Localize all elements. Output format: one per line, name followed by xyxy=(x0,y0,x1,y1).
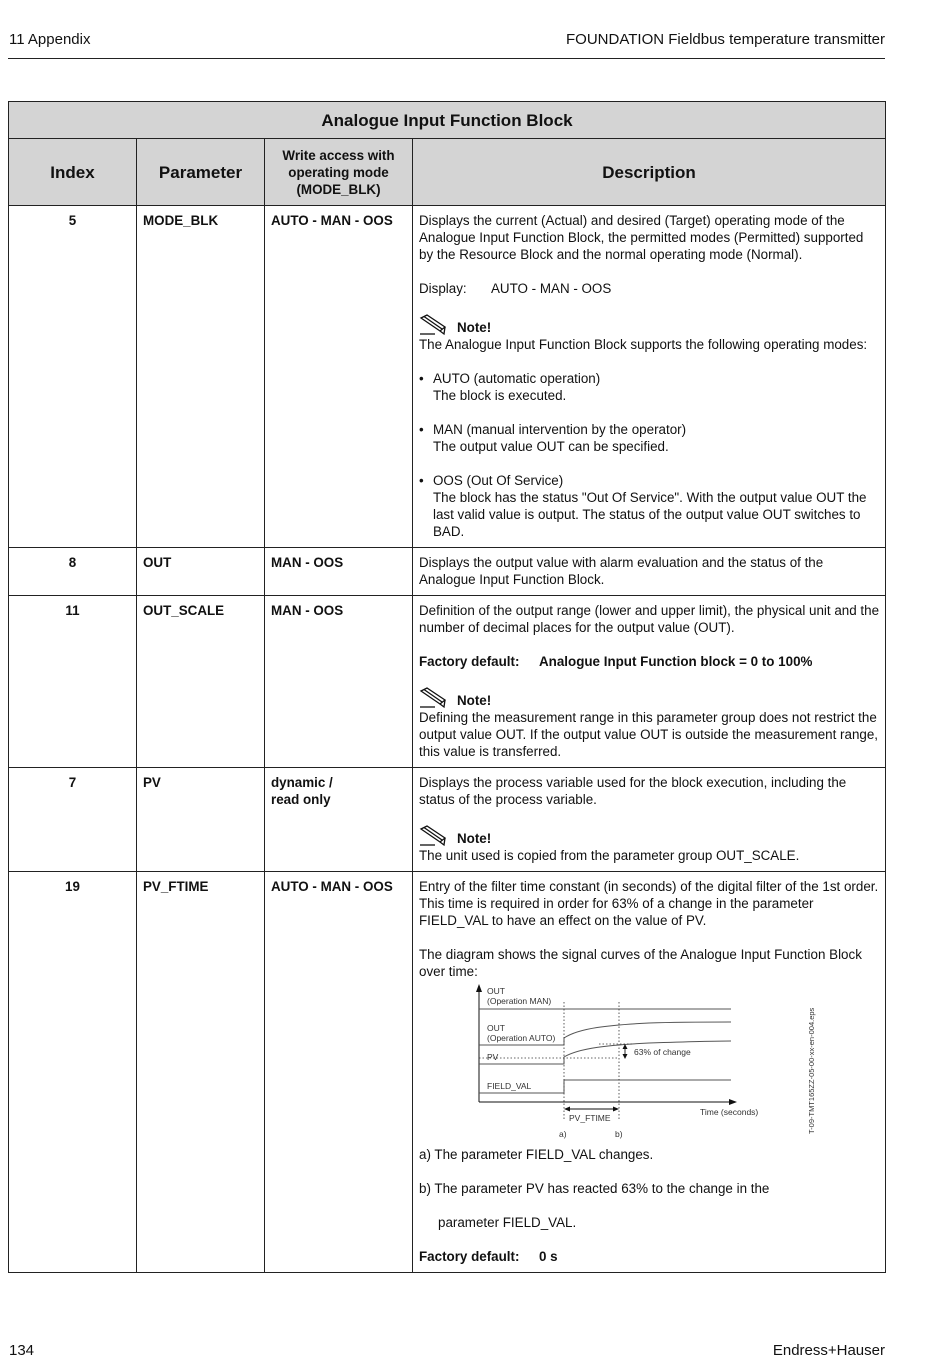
note-heading xyxy=(419,825,879,847)
row-description xyxy=(413,872,886,1273)
factory-default-value: Analogue Input Function block = 0 to 100% xyxy=(539,654,813,669)
table-title: Analogue Input Function Block xyxy=(9,102,886,139)
header-parameter: Parameter xyxy=(137,139,265,206)
label-point-b: b) xyxy=(615,1129,623,1139)
note-text: The Analogue Input Function Block supports the following operating modes: xyxy=(419,337,868,352)
list-item: • MAN (manual intervention by the operator) The output value OUT can be specified. xyxy=(419,422,687,454)
row-parameter: PV_FTIME xyxy=(137,872,265,1273)
note-label: Note! xyxy=(457,831,492,846)
row-description xyxy=(413,596,886,768)
list-item: • OOS (Out Of Service) The block has the status "Out Of Service". With the output value OUT the last valid value is output. The status of the output value OUT switches to BAD. xyxy=(419,472,879,540)
label-out-auto-2: (Operation AUTO) xyxy=(487,1033,556,1043)
pencil-note-icon xyxy=(419,314,447,336)
list-item: • AUTO (automatic operation) The block is executed. xyxy=(419,371,601,403)
brand-logo-text: Endress+Hauser xyxy=(772,1342,885,1359)
factory-default xyxy=(419,653,879,670)
factory-default-value: 0 s xyxy=(539,1249,558,1264)
factory-default xyxy=(419,1248,879,1265)
bullet-title: AUTO (automatic operation) xyxy=(433,371,601,386)
label-63-percent: 63% of change xyxy=(634,1047,691,1057)
row-parameter: OUT_SCALE xyxy=(137,596,265,768)
row-write-access: MAN - OOS xyxy=(265,548,413,596)
bullet-text: The output value OUT can be specified. xyxy=(433,439,669,454)
legend-b-continued: parameter FIELD_VAL. xyxy=(438,1215,577,1230)
table-row xyxy=(9,206,886,548)
pencil-note-icon xyxy=(419,687,447,709)
y-axis-arrow xyxy=(476,984,482,992)
signal-diagram xyxy=(419,982,859,1142)
legend-b: b) The parameter PV has reacted 63% to the change in the xyxy=(419,1181,770,1196)
note-label: Note! xyxy=(457,693,492,708)
header-index: Index xyxy=(9,139,137,206)
note-label: Note! xyxy=(457,320,492,335)
x-axis-arrow xyxy=(729,1099,737,1105)
factory-default-label: Factory default: xyxy=(419,654,520,669)
header-rule xyxy=(8,58,885,59)
row-parameter: MODE_BLK xyxy=(137,206,265,548)
display-line xyxy=(419,280,879,297)
row-description xyxy=(413,548,886,596)
description-text: Displays the process variable used for the block execution, including the status of the process variable. xyxy=(419,775,847,807)
label-out-man-2: (Operation MAN) xyxy=(487,996,552,1006)
pv-curve xyxy=(479,1041,731,1064)
description-text: Displays the current (Actual) and desired (Target) operating mode of the Analogue Input Function Block, the permitted modes (Permitted) supported by the Resource Block and the normal operating mode (Normal). xyxy=(419,213,864,262)
row-index: 5 xyxy=(9,206,137,548)
bullet-title: OOS (Out Of Service) xyxy=(433,473,564,488)
pv-ftime-arrow-right xyxy=(613,1107,619,1112)
table-row xyxy=(9,768,886,872)
label-field-val: FIELD_VAL xyxy=(487,1081,532,1091)
label-out-auto-1: OUT xyxy=(487,1023,505,1033)
row-description xyxy=(413,206,886,548)
note-text: Defining the measurement range in this parameter group does not restrict the output value OUT. If the output value OUT is outside the measurement range, this value is transferred. xyxy=(419,710,879,759)
description-text: Definition of the output range (lower and upper limit), the physical unit and the number of decimal places for the output value (OUT). xyxy=(419,603,880,635)
write-access-line-1: dynamic / xyxy=(271,775,333,790)
header-write-line-2: operating mode xyxy=(288,164,389,180)
write-access-line-2: read only xyxy=(271,792,331,807)
note-heading xyxy=(419,314,879,336)
display-label: Display: xyxy=(419,281,467,296)
factory-default-label: Factory default: xyxy=(419,1249,520,1264)
row-write-access: AUTO - MAN - OOS xyxy=(265,206,413,548)
row-description xyxy=(413,768,886,872)
pv-ftime-arrow-left xyxy=(564,1107,570,1112)
description-text: Entry of the filter time constant (in seconds) of the digital filter of the 1st order. This time is required in order for 63% of a change in the parameter FIELD_VAL to have an effect on the value of PV. xyxy=(419,879,879,928)
row-index: 8 xyxy=(9,548,137,596)
row-write-access: MAN - OOS xyxy=(265,596,413,768)
label-pv: PV xyxy=(487,1052,499,1062)
change-arrow-down xyxy=(623,1054,628,1059)
row-write-access: AUTO - MAN - OOS xyxy=(265,872,413,1273)
row-parameter: OUT xyxy=(137,548,265,596)
diagram-intro: The diagram shows the signal curves of the Analogue Input Function Block over time: xyxy=(419,947,862,979)
header-write-line-1: Write access with xyxy=(282,147,395,163)
table-row xyxy=(9,872,886,1273)
display-value: AUTO - MAN - OOS xyxy=(491,281,612,296)
header-write-access xyxy=(265,139,413,206)
row-index: 7 xyxy=(9,768,137,872)
row-index: 11 xyxy=(9,596,137,768)
running-header-chapter: 11 Appendix xyxy=(9,31,91,48)
legend-a: a) The parameter FIELD_VAL changes. xyxy=(419,1147,654,1162)
function-block-table xyxy=(8,101,886,1273)
note-text: The unit used is copied from the parameter group OUT_SCALE. xyxy=(419,848,800,863)
description-text: Displays the output value with alarm evaluation and the status of the Analogue Input Function Block. xyxy=(419,555,824,587)
label-pv-ftime: PV_FTIME xyxy=(569,1113,611,1123)
label-out-man-1: OUT xyxy=(487,986,505,996)
table-row xyxy=(9,596,886,768)
label-point-a: a) xyxy=(559,1129,567,1139)
header-description: Description xyxy=(413,139,886,206)
table-row xyxy=(9,548,886,596)
note-heading xyxy=(419,687,879,709)
bullet-title: MAN (manual intervention by the operator) xyxy=(433,422,687,437)
label-time-axis: Time (seconds) xyxy=(700,1107,759,1117)
bullet-text: The block is executed. xyxy=(433,388,567,403)
page-number: 134 xyxy=(9,1342,35,1359)
row-parameter: PV xyxy=(137,768,265,872)
pencil-note-icon xyxy=(419,825,447,847)
bullet-text: The block has the status "Out Of Service". With the output value OUT the last valid value is output. The status of the output value OUT switches to BAD. xyxy=(433,490,867,539)
figure-reference: T-09-TMT165ZZ-05-00-xx-en-004.eps xyxy=(807,1007,816,1134)
header-write-line-3: (MODE_BLK) xyxy=(296,181,381,197)
running-header-title: FOUNDATION Fieldbus temperature transmitter xyxy=(566,31,885,48)
signal-curves-figure xyxy=(419,982,859,1142)
row-write-access xyxy=(265,768,413,872)
row-index: 19 xyxy=(9,872,137,1273)
